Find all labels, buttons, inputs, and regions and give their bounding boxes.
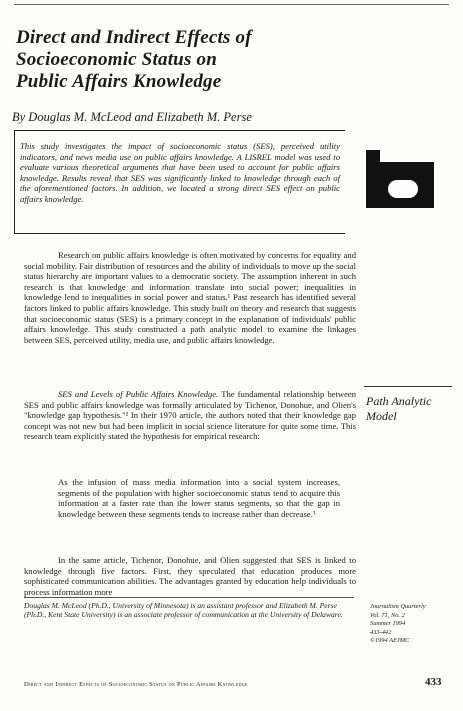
- paragraph-five-factors: In the same article, Tichenor, Donohue, and Olien suggested that SES is linked to knowledge through five factors. First, they speculated that education produces more sophisticated communication abilities. The advantages granted by education help individuals to process information more: [24, 555, 356, 597]
- running-footer: Direct and Indirect Effects of Socioeconomic Status on Public Affairs Knowledge: [24, 681, 248, 688]
- title-line-2: Socioeconomic Status on: [16, 49, 217, 70]
- byline: By Douglas M. McLeod and Elizabeth M. Perse: [12, 110, 252, 124]
- footnote-rule: [24, 597, 354, 598]
- abstract: This study investigates the impact of socioeconomic status (SES), perceived utility indicators, and news media use on public affairs knowledge. A LISREL model was used to evaluate various theoretical arguments that have been used to account for public affairs knowledge. Results reveal that SES was significantly linked to knowledge through each of the aforementioned factors. In addition, we located a strong direct SES effect on public affairs knowledge.: [20, 141, 340, 204]
- top-rule: [14, 4, 449, 5]
- title-line-3: Public Affairs Knowledge: [16, 71, 222, 92]
- side-rule: [364, 386, 452, 387]
- journal-volume: Vol. 71, No. 2: [370, 611, 405, 619]
- inline-subhead: SES and Levels of Public Affairs Knowledge.: [58, 389, 219, 399]
- journal-season: Summer 1994: [370, 620, 406, 628]
- journal-copyright: ©1994 AEJMC: [370, 637, 410, 645]
- journal-info: [370, 603, 454, 646]
- section-b-logo: [366, 150, 434, 208]
- article-title: [16, 27, 376, 93]
- block-quote: As the infusion of mass media information into a social system increases, segments of the population with higher socioeconomic status tend to acquire this information at a faster rate than the lower status segments, so that the gap in knowledge between these segments tends to increase rather than decrease.³: [58, 477, 340, 519]
- paragraph-ses-text: The fundamental relationship between SES and public affairs knowledge was formally articulated by Tichenor, Donohue, and Olien's "knowledge gap hypothesis."² In their 1970 article, the authors noted that their knowledge gap concept was not new but had been implicit in social science literature for quite some time. This research team explicitly stated the hypothesis for empirical research:: [24, 389, 356, 442]
- paragraph-ses-levels: [24, 389, 356, 442]
- page-number: 433: [425, 676, 442, 688]
- title-line-1: Direct and Indirect Effects of: [16, 27, 252, 48]
- side-heading: Path Analytic Model: [366, 394, 432, 423]
- author-footnote: Douglas M. McLeod (Ph.D., University of Minnesota) is an assistant professor and Elizabeth M. Perse (Ph.D., Kent State University) is an associate professor of communication at the University of Delaware.: [24, 601, 343, 620]
- journal-pages: 433-442: [370, 628, 392, 636]
- journal-name: Journalism Quarterly: [370, 603, 426, 610]
- intro-paragraph: Research on public affairs knowledge is often motivated by concerns for equality and social mobility. Fair distribution of resources and the ability of individuals to move up the social status hierarchy are important values to a democratic society. The assumption inherent in such research is that knowledge and information translate into social power; inequalities in knowledge lend to inequalities in social power and status.¹ Past research has identified several factors linked to public affairs knowledge. This study built on theory and research that suggests that socioeconomic status (SES) is a primary concept in the explanation of individuals' public affairs knowledge. This study constructed a path analytic model to examine the linkages between SES, perceived utility, media use, and public affairs knowledge.: [24, 250, 356, 345]
